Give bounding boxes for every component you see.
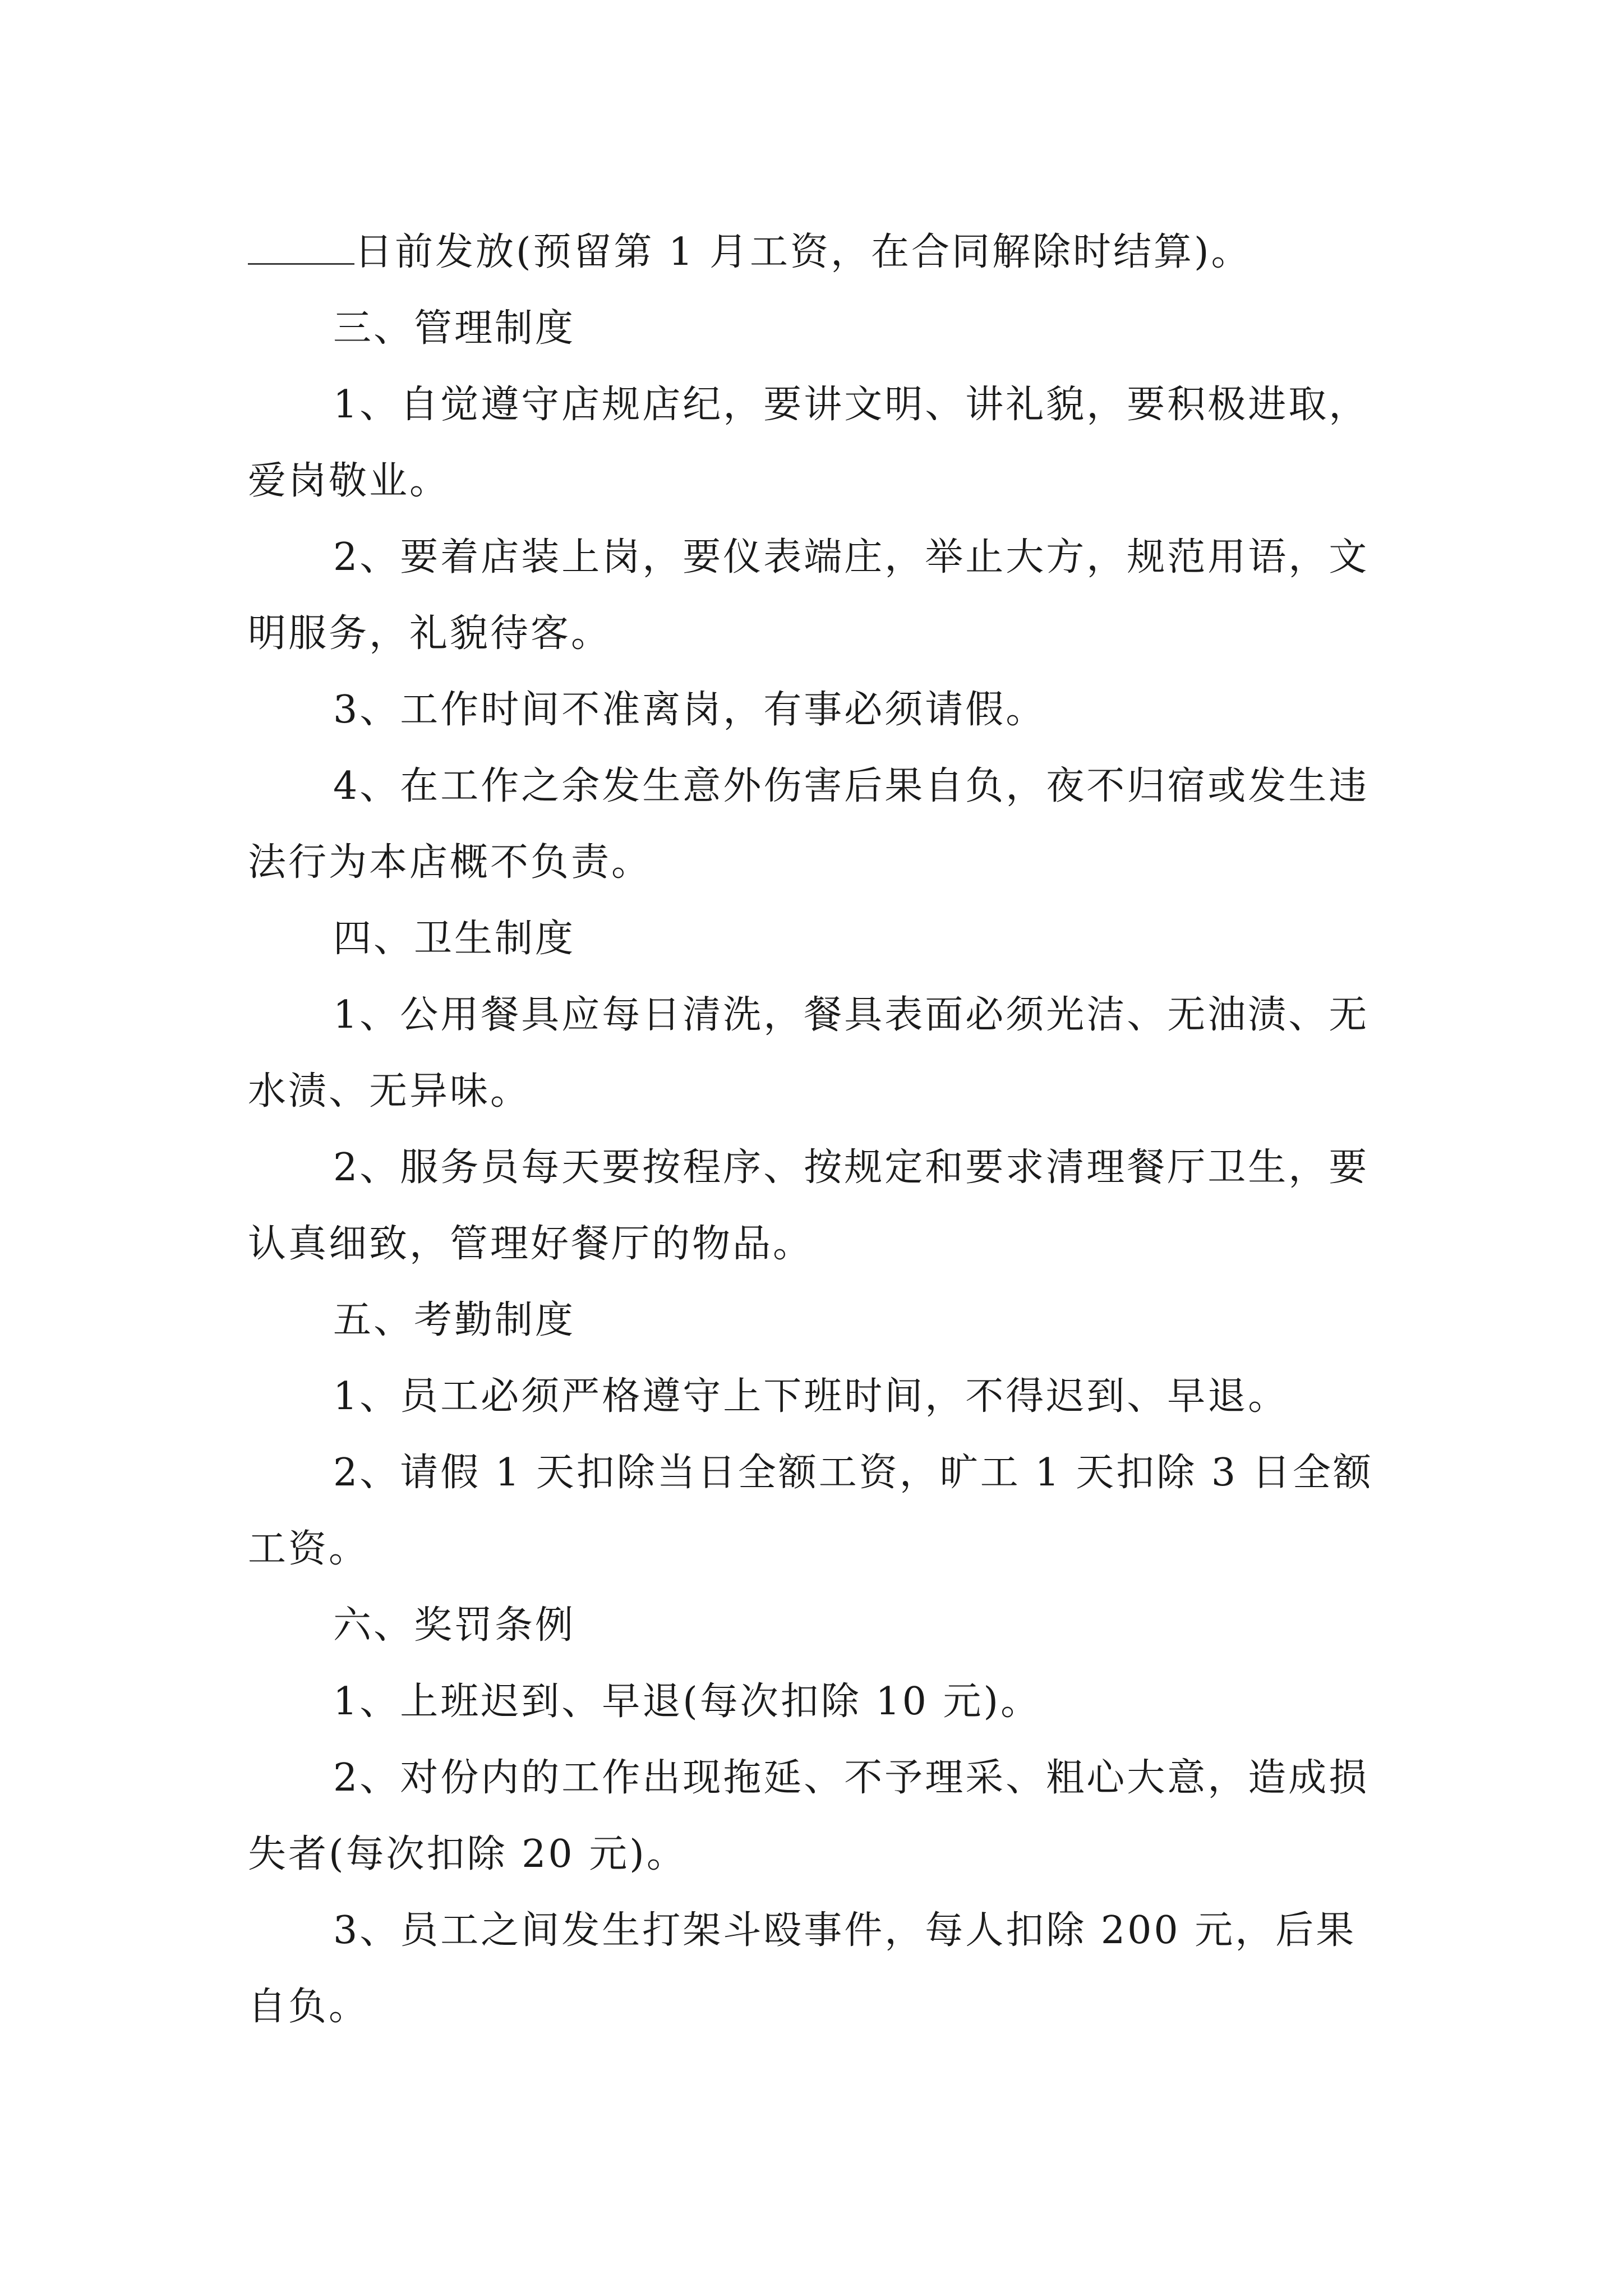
paragraph: 1、员工必须严格遵守上下班时间，不得迟到、早退。 (333, 1374, 1289, 1419)
paragraph: 2、请假 1 天扣除当日全额工资，旷工 1 天扣除 3 日全额工资。 (248, 1451, 1373, 1571)
section-heading-attendance: 五、考勤制度 (333, 1298, 576, 1342)
fill-in-blank (248, 229, 354, 265)
paragraph: 1、自觉遵守店规店纪，要讲文明、讲礼貌，要积极进取，爱岗敬业。 (248, 383, 1370, 503)
document-body (248, 214, 1386, 2045)
paragraph: 1、公用餐具应每日清洗，餐具表面必须光洁、无油渍、无水渍、无异味。 (248, 993, 1370, 1114)
paragraph: 3、工作时间不准离岗，有事必须请假。 (333, 688, 1046, 732)
section-heading-hygiene: 四、卫生制度 (333, 917, 576, 961)
paragraph: 2、对份内的工作出现拖延、不予理采、粗心大意，造成损失者(每次扣除 20 元)。 (248, 1756, 1370, 1876)
paragraph: 2、服务员每天要按程序、按规定和要求清理餐厅卫生，要认真细致，管理好餐厅的物品。 (248, 1145, 1370, 1266)
paragraph: 2、要着店装上岗，要仪表端庄，举止大方，规范用语，文明服务，礼貌待客。 (248, 535, 1370, 656)
paragraph: 3、员工之间发生打架斗殴事件，每人扣除 200 元，后果自负。 (248, 1908, 1357, 2029)
paragraph-payment-date (248, 214, 1386, 291)
section-heading-management: 三、管理制度 (333, 306, 576, 351)
paragraph: 4、在工作之余发生意外伤害后果自负，夜不归宿或发生违法行为本店概不负责。 (248, 764, 1370, 885)
paragraph: 1、上班迟到、早退(每次扣除 10 元)。 (333, 1680, 1041, 1724)
paragraph-text: 日前发放(预留第 1 月工资，在合同解除时结算)。 (354, 230, 1252, 274)
section-heading-rewards-penalties: 六、奖罚条例 (333, 1603, 576, 1648)
